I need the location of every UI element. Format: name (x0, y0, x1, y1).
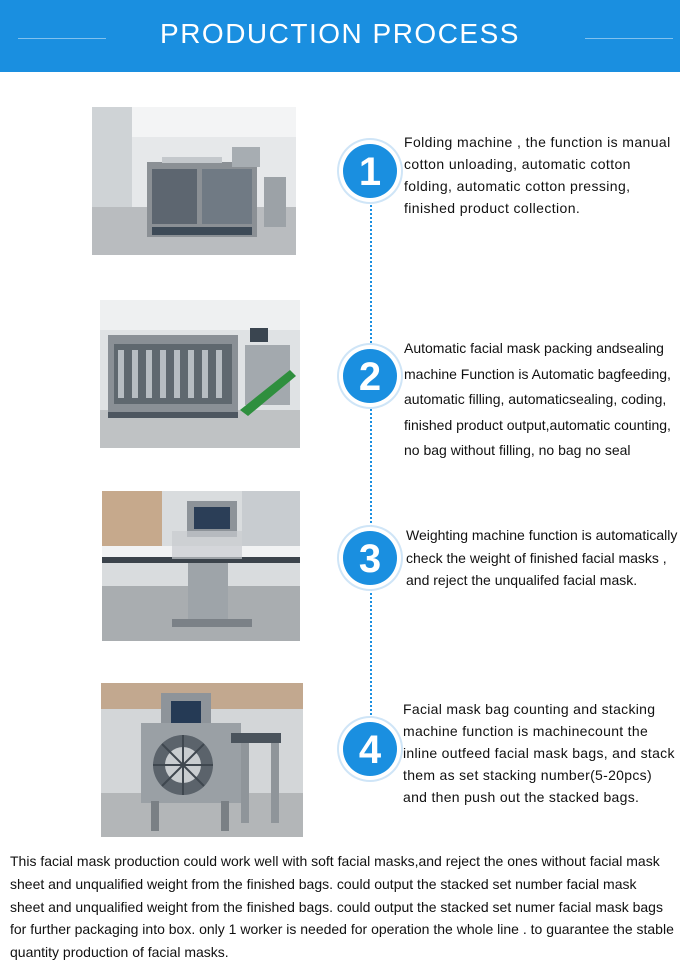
weighting-machine-photo (102, 491, 300, 641)
page-title: PRODUCTION PROCESS (160, 18, 520, 49)
banner-decor-line-right (585, 38, 673, 39)
step-3-number-badge: 3 (343, 531, 397, 585)
timeline-dotted-line (370, 150, 372, 770)
step-2-description: Automatic facial mask packing andsealing machine Function is Automatic bagfeeding, automatic filling, automaticsealing, coding, finished product output,automatic counting, no bag without filling, no bag no seal (404, 340, 671, 458)
summary-paragraph: This facial mask production could work well with soft facial masks,and reject the ones without facial mask sheet and unqualified weight from the finished bags. could output the stacked set number facial mask sheet and unqualified weight from the finished bags. could output the stacked set numer facial mask bags for further packaging into box. only 1 worker is needed for operation the whole line . to guarantee the stable quantity production of facial masks. (10, 853, 674, 961)
step-1-description: Folding machine , the function is manual cotton unloading, automatic cotton folding, automatic cotton pressing, finished product collection. (404, 134, 671, 216)
packing-sealing-machine-photo (100, 300, 300, 448)
step-4-number-badge: 4 (343, 722, 397, 776)
counting-stacking-machine-photo (101, 683, 303, 837)
header-banner (0, 0, 680, 72)
step-4-description: Facial mask bag counting and stacking machine function is machinecount the inline outfeed facial mask bags, and stack them as set stacking number(5-20pcs) and then push out the stacked bags. (403, 701, 675, 805)
step-1-number-badge: 1 (343, 144, 397, 198)
step-2-number-badge: 2 (343, 349, 397, 403)
folding-machine-photo (92, 107, 296, 255)
step-3-description: Weighting machine function is automatically check the weight of finished facial masks , and reject the unqualifed facial mask. (406, 527, 678, 588)
